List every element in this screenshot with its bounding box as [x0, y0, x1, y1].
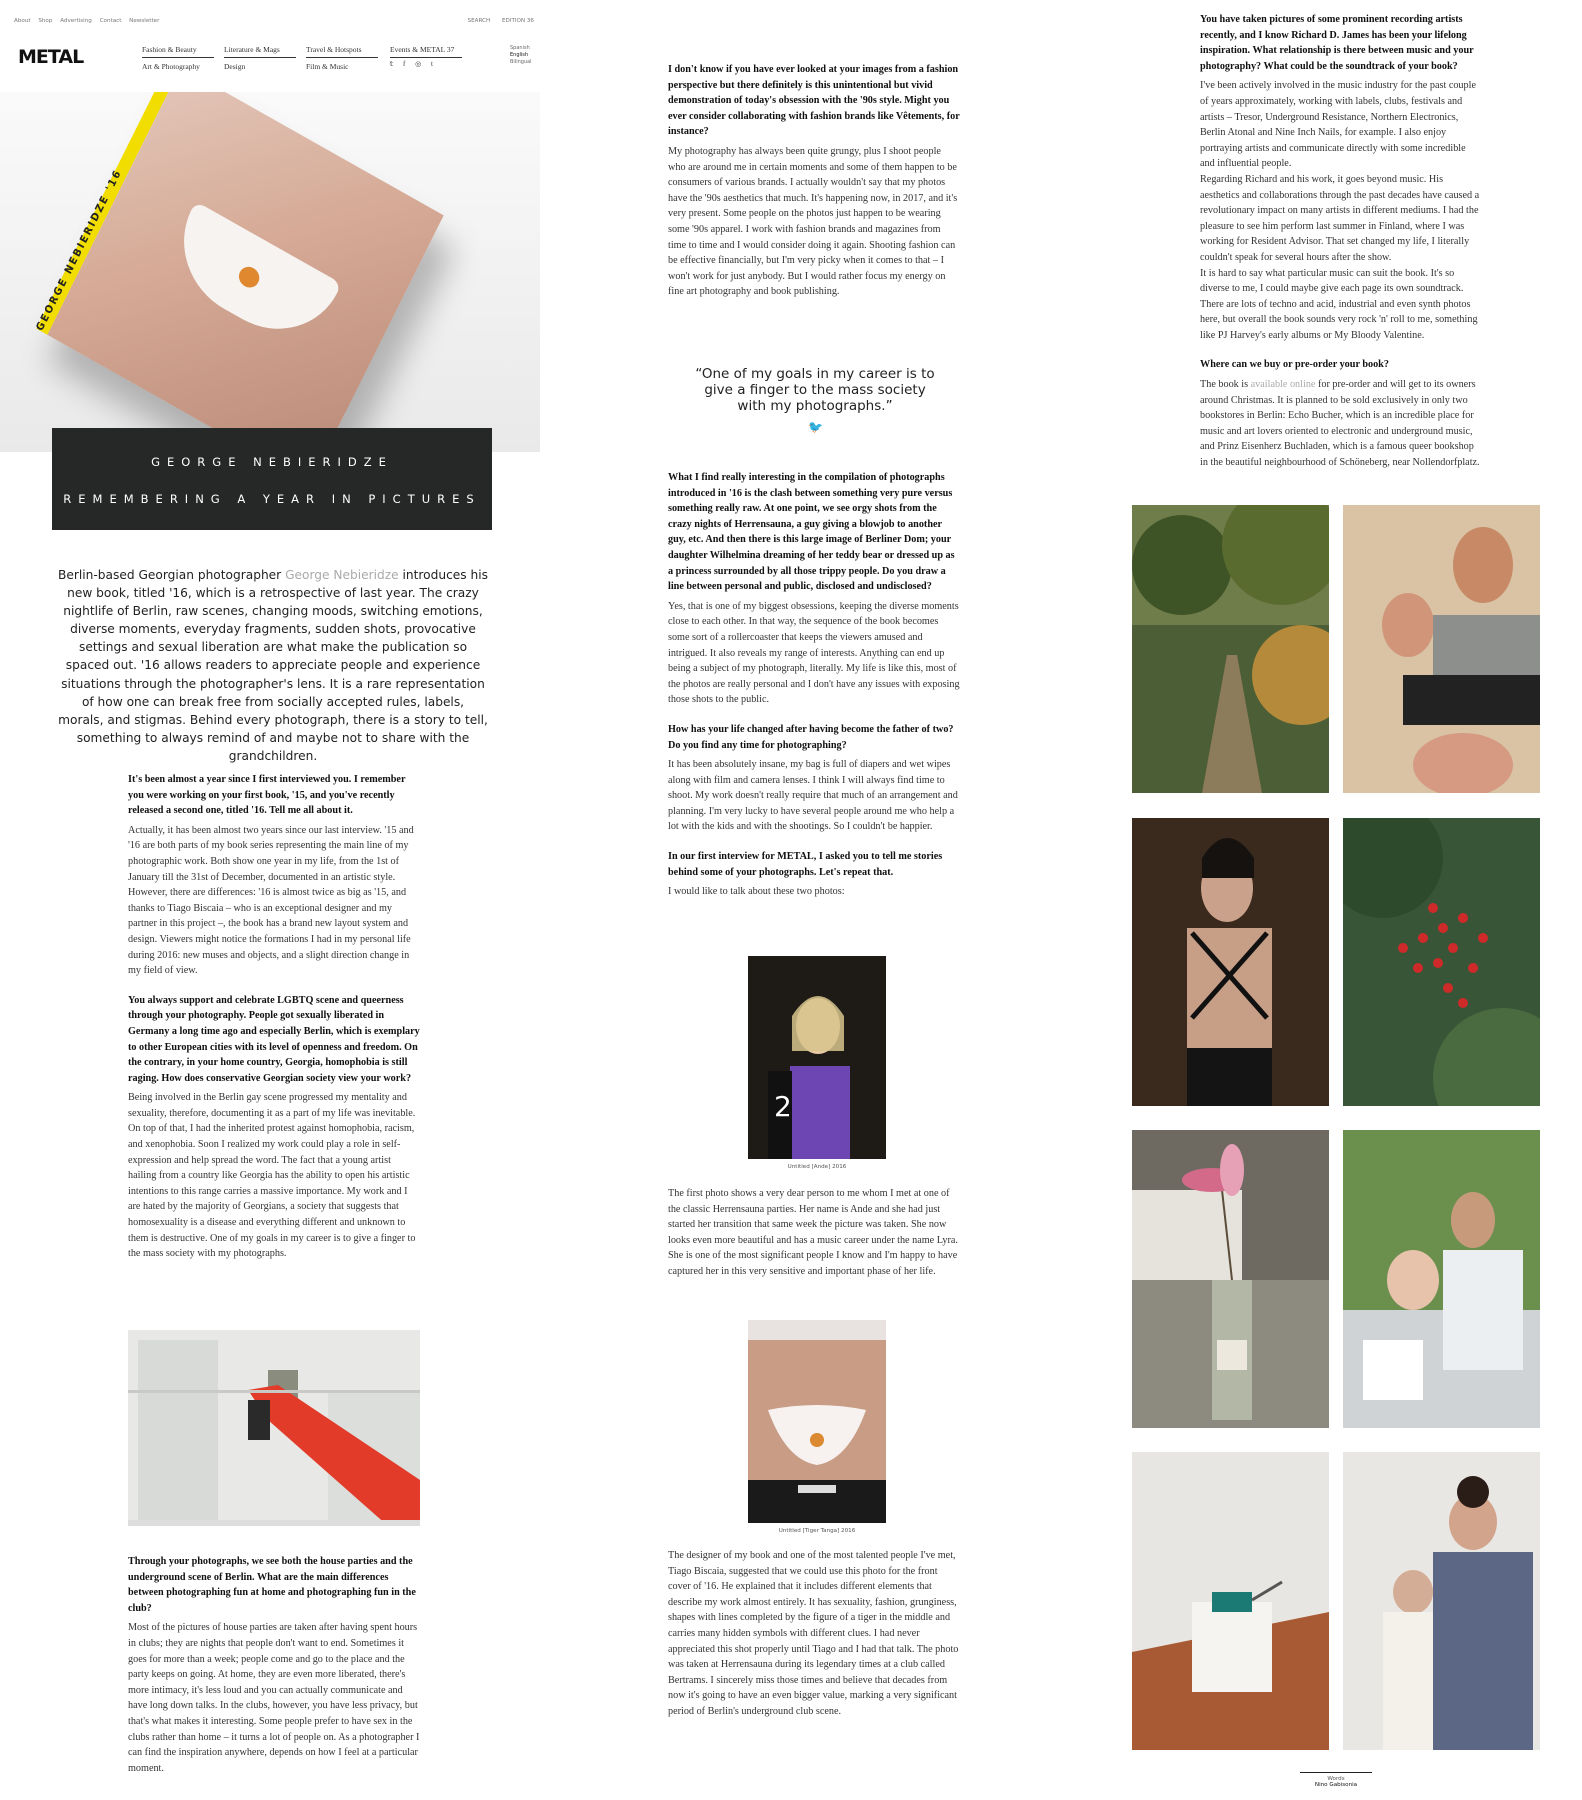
language-selector [510, 45, 532, 66]
father-baby-art [1343, 1130, 1540, 1428]
question-2: You always support and celebrate LGBTQ scene and queerness through your photography. People got sexually liberated in Germany a long time ago and especially Berlin, which is exemplary to other European cities with its level of openness and freedom. On the contrary, in your home country, Georgia, homophobia is still raging. How does conservative Georgian society view your work? [128, 994, 420, 1084]
forest-path-photo [1132, 505, 1329, 793]
pull-quote: “One of my goals in my career is to give a finger to the mass society with my photographs.” [695, 366, 935, 414]
instagram-icon[interactable]: ◎ [415, 60, 422, 68]
interview-column-1 [128, 772, 420, 1276]
twitter-icon[interactable]: 𝕥 [390, 60, 394, 68]
photographer-link[interactable]: George Nebieridze [285, 568, 399, 582]
svg-text:2: 2 [774, 1090, 792, 1123]
ande-photo [748, 956, 886, 1159]
credits [1300, 1772, 1372, 1788]
answer-6: It has been absolutely insane, my bag is full of diapers and wet wipes along with film and camera lenses. I think I will always find time to shoot. My work doesn't really require that much of an arrangement and planning. I'm very lucky to have several people around me who help a lot with the kids and with the shootings. So I couldn't be happier. [668, 759, 958, 833]
nav-film-music[interactable]: Film & Music [306, 62, 349, 71]
edition-link[interactable]: EDITION 36 [501, 18, 534, 24]
mother-child-art [1343, 1452, 1540, 1750]
father-baby-photo [1343, 1130, 1540, 1428]
ande-photo-art [748, 956, 886, 1159]
answer-9-pre: The book is [1200, 379, 1251, 391]
credits-name[interactable]: Nino Gabisonia [1314, 1782, 1358, 1788]
site-logo[interactable]: METAL [18, 46, 84, 68]
harness-art [1132, 818, 1329, 1106]
question-5: What I find really interesting in the compilation of photographs introduced in '16 is the clash between something very pure versus something really raw. At one point, we see orgy shots from the crazy nights of Herrensauna, a guy giving a blowjob to another guy, etc. And then there is this large image of Berliner Dom; your daughter Wilhelmina dreaming of her teddy bear or dressed up as a princess surrounded by all those trippy people. Do you draw a line between personal and public, disclosed and undisclosed? [668, 472, 955, 593]
question-3: Through your photographs, we see both the house parties and the underground scene of Berlin. What are the main differences between photographing fun at home and photographing fun in the club? [128, 1556, 416, 1614]
nav-link-contact[interactable]: Contact [99, 18, 122, 24]
question-1: It's been almost a year since I first interviewed you. I remember you were working on your first book, '15, and you've recently released a second one, titled '16. Tell me all about it. [128, 774, 406, 817]
answer-8: I've been actively involved in the music industry for the past couple of years approximately, working with labels, clubs, festivals and artists – Tresor, Underground Resistance, Northern Electronics, Berlin Atonal and Nine Inch Nails, for example. I also enjoy portraying artists and communicate directly with some incredible and influential people. Regarding Richard and his work, it goes beyond music. His aesthetics and collaborations through the past decades have caused a revolutionary impact on many artists in different mediums. I had the pleasure to see him perform last summer in Finland, where I was working for Resident Advisor. That set changed my life, I literally couldn't speak for several hours after the show. It is hard to say what particular music can suit the book. It's so diverse to me, I could maybe give each page its own soundtrack. There are lots of techno and acid, industrial and even synth photos here, but overall the book sounds very rock 'n' roll to me, something like PJ Harvey's early albums or My Bloody Valentine. [1200, 80, 1480, 341]
interview-column-2b [668, 470, 960, 914]
answer-4: My photography has always been quite grungy, plus I shoot people who are around me in certain moments and some of them happen to be consumers of various brands. I actually wouldn't say that my photos have the '90s aesthetics that much. It's happening now, in 2017, and it's very present. Some people on the photos just happen to be wearing some '90s apparel. I work with fashion brands and magazines from time to time and I would consider doing it again. Shooting fashion can be effective financially, but I'm very picky when it comes to that – I won't work for just anybody. But I would rather focus my energy on fine art photography and book publishing. [668, 145, 958, 298]
nav-travel-hotspots[interactable]: Travel & Hotspots [306, 45, 378, 58]
article-lede [58, 566, 488, 765]
nav-fashion-beauty[interactable]: Fashion & Beauty [142, 45, 214, 58]
question-9: Where can we buy or pre-order your book? [1200, 359, 1389, 371]
lang-english[interactable]: English [510, 52, 529, 58]
top-bar [14, 18, 534, 30]
question-7: In our first interview for METAL, I asked you to tell me stories behind some of your photographs. Let's repeat that. [668, 851, 943, 878]
nav-link-advertising[interactable]: Advertising [60, 18, 92, 24]
lede-post: introduces his new book, titled '16, which is a retrospective of last year. The crazy nightlife of Berlin, raw scenes, changing moods, switching emotions, diverse moments, everyday fragments, sudden shots, provocative settings and sexual liberation are what make the publication so spaced out. '16 allows readers to appreciate people and experience situations through the photographer's lens. It is a rare representation of how one can break free from socially accepted rules, labels, morals, and stigmas. Behind every photograph, there is a story to tell, something to always remind of and maybe not to share with the grandchildren. [58, 568, 488, 763]
nav-art-photography[interactable]: Art & Photography [142, 62, 200, 71]
caption-ande: Untitled [Ande] 2016 [787, 1164, 847, 1170]
nav-group-3 [306, 45, 378, 71]
forest-art [1132, 505, 1329, 793]
red-berries-photo [1343, 818, 1540, 1106]
nav-link-about[interactable]: About [14, 18, 31, 24]
answer-5: Yes, that is one of my biggest obsessions, keeping the diverse moments close to each other. In that way, the sequence of the book becomes some sort of a rollercoaster that keeps the viewers amused and intrigued. It also reveals my range of interests. Anything can end up being a subject of my photograph, literally. My life is like this, most of the photos are really personal and I don't have any issues with exposing those shots to the public. [668, 600, 960, 706]
nav-group-1 [142, 45, 214, 71]
answer-1: Actually, it has been almost two years since our last interview. '15 and '16 are both parts of my book series representing the main line of my photographic work. Both show one year in my life, from the 1st of January till the 31st of December, documented in an artistic style. However, there are differences: '16 is almost twice as big as '15, and thanks to Tiago Biscaia – who is an exceptional designer and my partner in this project –, the book has a brand new layout system and design. Viewers might notice the formations I had in my personal life during 2016: new muses and objects, and a slight direction change in my field of view. [128, 824, 414, 977]
answer-9-post: for pre-order and will get to its owners around Christmas. It is planned to be sold exclusively in only two bookstores in Berlin: Echo Bucher, which is an incredible place for music and art lovers oriented to electronic and underground music, and Prinz Eisenherz Buchladen, which is a famous queer bookshop in the beautiful neighbourhood of Schöneberg, near Nollendorfplatz. [1200, 379, 1480, 469]
crane-photo-art [128, 1330, 420, 1526]
twitter-share-icon[interactable]: 🐦 [808, 420, 823, 434]
nav-events-metal[interactable]: Events & METAL 37 [390, 45, 462, 58]
question-6: How has your life changed after having become the father of two? Do you find any time for photographing? [668, 723, 954, 751]
mother-child-photo [1343, 1452, 1540, 1750]
article-subtitle: REMEMBERING A YEAR IN PICTURES [63, 492, 481, 506]
main-nav [142, 45, 492, 73]
caption-tiger: Untitled [Tiger Tanga] 2016 [778, 1528, 856, 1534]
ande-text: The first photo shows a very dear person to me whom I met at one of the classic Herrensauna parties. Her name is Ande and she had just started her transition that same week the picture was taken. She now looks even more beautiful and has a music career under the name Lyra. She is one of the most significant people I know and I'm happy to have captured her in this very sensitive and important phase of her life. [668, 1188, 958, 1277]
credits-label: Words [1327, 1776, 1345, 1782]
tumblr-icon[interactable]: t [430, 60, 433, 68]
book-cover [36, 92, 443, 452]
tiger-text-block [668, 1548, 960, 1734]
crane-photo [128, 1330, 420, 1526]
question-4: I don't know if you have ever looked at your images from a fashion perspective but there definitely is this unintentional but vivid demonstration of today's obsession with the '90s style. Might you ever consider collaborating with fashion brands like Vêtements, for instance? [668, 64, 960, 138]
answer-9 [1200, 377, 1482, 471]
two-men-photo [1343, 505, 1540, 793]
magnolia-art [1132, 1130, 1329, 1428]
social-links [390, 60, 441, 68]
berries-art [1343, 818, 1540, 1106]
nav-group-2 [224, 45, 296, 71]
tiger-text: The designer of my book and one of the most talented people I've met, Tiago Biscaia, suggested that we could use this photo for the front cover of '16. He explained that it includes different elements that describe my work almost entirely. It has sexuality, fashion, grunginess, shapes with lines completed by the figure of a tiger in the middle and carries many hidden symbols with different clues. I had never appreciated this shot properly until Tiago and I had that talk. The photo was taken at Herrensauna during its legendary times at a club called Bertrams. I sincerely miss those times and believe that decades from now it's going to have an even bigger value, marking a very significant period of Berlin's underground club scene. [668, 1550, 959, 1717]
search-link[interactable]: SEARCH [467, 18, 491, 24]
article-title-box [52, 428, 492, 530]
ande-text-block [668, 1186, 960, 1294]
nav-link-shop[interactable]: Shop [38, 18, 53, 24]
available-online-link[interactable]: available online [1250, 379, 1316, 391]
tiger-tanga-art [748, 1320, 886, 1523]
lede-pre: Berlin-based Georgian photographer [58, 568, 286, 582]
question-8: You have taken pictures of some prominent recording artists recently, and I know Richard D. James has been your lifelong inspiration. What relationship is there between music and your photography? What could be the soundtrack of your book? [1200, 14, 1474, 72]
book-spine: GEORGE NEBIERIDZE '16 [34, 167, 125, 334]
interview-column-3 [1200, 12, 1482, 485]
lang-bilingual[interactable]: Bilingual [510, 59, 532, 65]
drill-art [1132, 1452, 1329, 1750]
nav-literature-mags[interactable]: Literature & Mags [224, 45, 296, 58]
harness-portrait-photo [1132, 818, 1329, 1106]
article-title: GEORGE NEBIERIDZE [151, 455, 393, 469]
drill-books-photo [1132, 1452, 1329, 1750]
answer-2: Being involved in the Berlin gay scene progressed my mentality and sexuality, therefore, documenting it as a part of my life was inevitable. On top of that, I had the inherited protest against homophobia, racism, and xenophobia. Soon I realized my work could play a role in self-expression and help spread the word. The fact that a young artist hailing from a country like Georgia has the ability to open his artistic intentions to this range carries a massive importance. My work and I are hated by the majority of Georgians, a society that suggests that homosexuality is a disease and everything different and unknown to them is destructive. One of my goals in my career is to give a finger to the mass society with my photographs. [128, 1092, 416, 1260]
lang-spanish[interactable]: Spanish [510, 45, 530, 51]
hero-image [0, 92, 540, 452]
two-men-art [1343, 505, 1540, 793]
interview-column-1b [128, 1554, 420, 1790]
facebook-icon[interactable]: f [403, 60, 406, 68]
nav-design[interactable]: Design [224, 62, 246, 71]
tiger-tanga-photo [748, 1320, 886, 1523]
answer-3: Most of the pictures of house parties are taken after having spent hours in clubs; they are nights that people don't want to end. Sometimes it goes for more than a week; people come and go to the place and the party keeps on going. At home, they are even more liberated, there's more intimacy, it's less loud and you can actually communicate and have long down talks. In the clubs, however, you have less privacy, but that's what makes it interesting. Some people prefer to have sex in the clubs rather than home – it turns a lot of people on. As a photographer I can find the inspiration anywhere, depends on how I feel at a particular moment. [128, 1622, 420, 1774]
answer-7: I would like to talk about these two photos: [668, 886, 845, 898]
magnolia-bottle-photo [1132, 1130, 1329, 1428]
nav-link-newsletter[interactable]: Newsletter [129, 18, 160, 24]
interview-column-2 [668, 62, 960, 314]
nav-group-4 [390, 45, 462, 58]
